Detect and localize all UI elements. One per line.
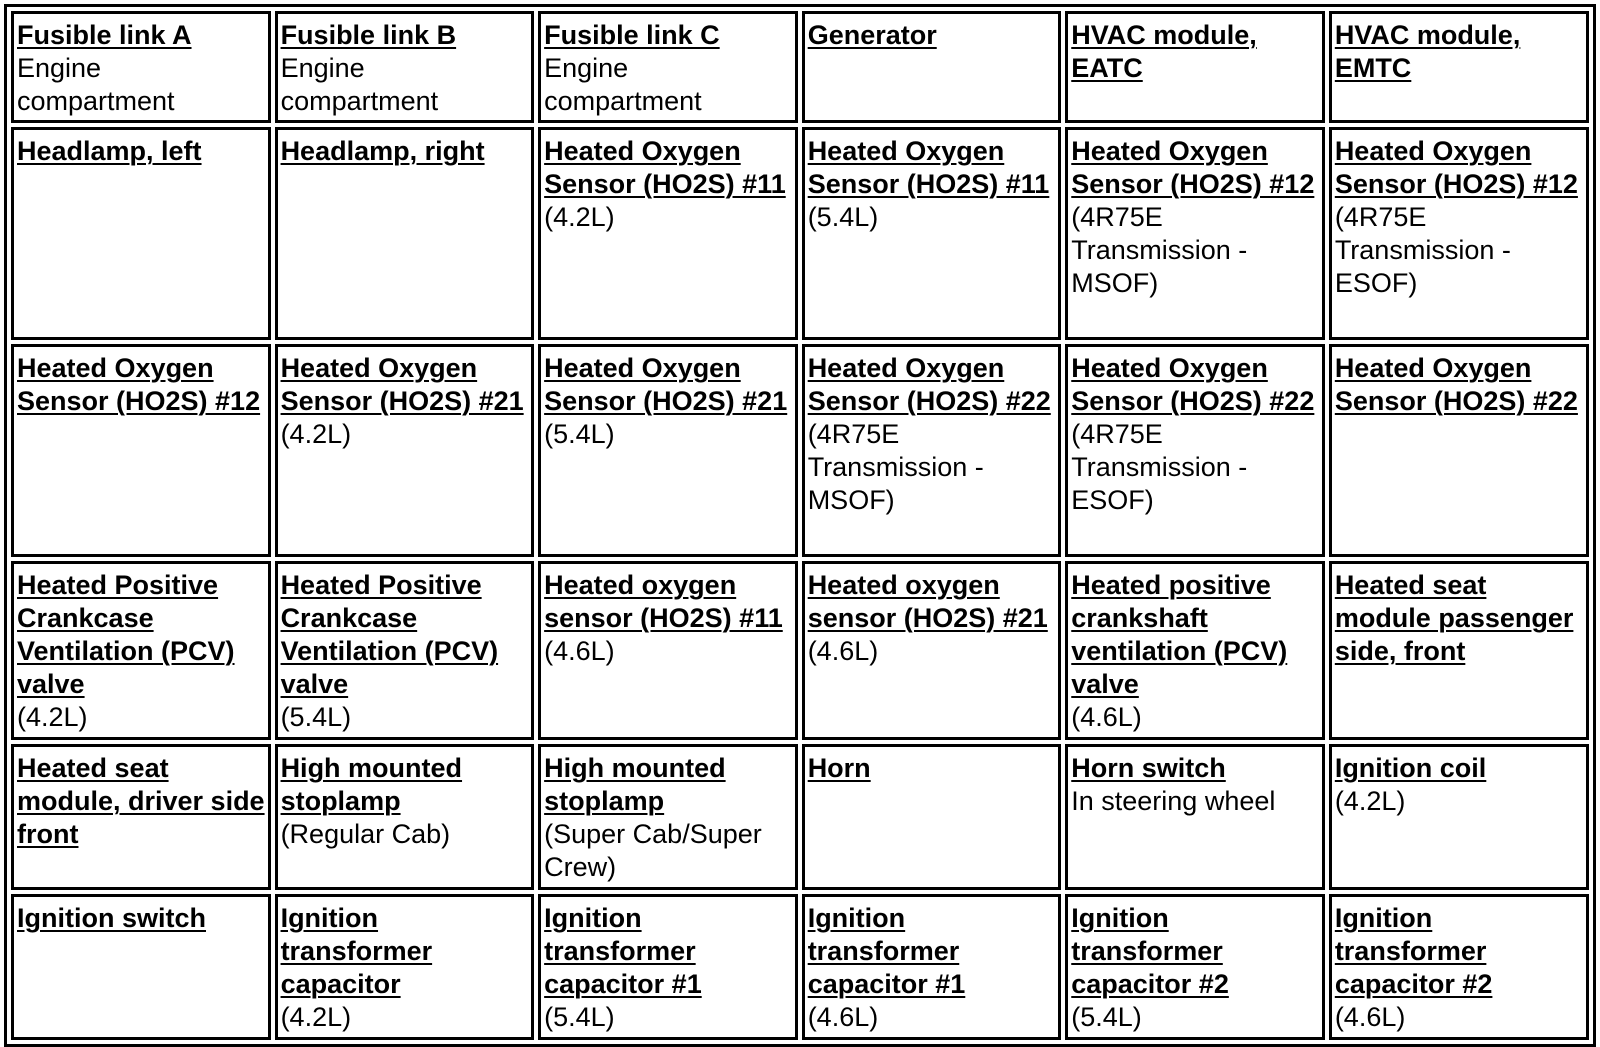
- location-note: (4.6L): [807, 1002, 879, 1032]
- location-note: (4.6L): [1071, 702, 1142, 732]
- location-note: (4.6L): [1334, 1002, 1406, 1032]
- table-cell: [1065, 561, 1325, 740]
- component-link[interactable]: HVAC module, EMTC: [1334, 20, 1521, 83]
- component-link[interactable]: Generator: [807, 20, 937, 50]
- component-link[interactable]: Headlamp, right: [280, 136, 485, 166]
- table-cell: [802, 894, 1062, 1040]
- location-note: (4.6L): [544, 636, 615, 666]
- component-link[interactable]: Horn switch: [1071, 753, 1226, 783]
- component-link[interactable]: Heated Positive Crankcase Ventilation (PCV) valve: [280, 570, 499, 699]
- table-cell: [802, 127, 1062, 340]
- location-note: (4.2L): [17, 702, 88, 732]
- table-cell: [802, 344, 1062, 557]
- table-cell: [11, 744, 271, 890]
- component-link[interactable]: Heated Positive Crankcase Ventilation (PCV) valve: [17, 570, 235, 699]
- location-note: (5.4L): [280, 702, 352, 732]
- component-link[interactable]: Heated Oxygen Sensor (HO2S) #11: [807, 136, 1050, 199]
- component-link[interactable]: Heated seat module, driver side front: [17, 753, 265, 849]
- component-link[interactable]: Heated Oxygen Sensor (HO2S) #12: [17, 353, 261, 416]
- table-cell: [1065, 11, 1325, 123]
- table-cell: [538, 894, 798, 1040]
- component-link[interactable]: Headlamp, left: [17, 136, 202, 166]
- location-note: (4R75E Transmission - MSOF): [1071, 202, 1248, 298]
- component-link[interactable]: Fusible link B: [280, 20, 457, 50]
- component-link[interactable]: Horn: [807, 753, 871, 783]
- component-link[interactable]: High mounted stoplamp: [544, 753, 726, 816]
- table-row: [11, 344, 1589, 557]
- table-cell: [275, 11, 535, 123]
- component-link[interactable]: Heated seat module passenger side, front: [1334, 570, 1574, 666]
- table-cell: [1329, 894, 1589, 1040]
- location-note: (4.2L): [544, 202, 615, 232]
- component-index-table: [4, 4, 1596, 1047]
- component-link[interactable]: Fusible link A: [17, 20, 192, 50]
- table-cell: [1329, 744, 1589, 890]
- location-note: (5.4L): [544, 1002, 615, 1032]
- table-cell: [1065, 894, 1325, 1040]
- table-row: [11, 744, 1589, 890]
- component-link[interactable]: Ignition transformer capacitor #2: [1334, 903, 1493, 999]
- table-cell: [1329, 127, 1589, 340]
- component-link[interactable]: Heated Oxygen Sensor (HO2S) #22: [807, 353, 1051, 416]
- location-note: (5.4L): [807, 202, 879, 232]
- table-cell: [1065, 744, 1325, 890]
- component-link[interactable]: Ignition transformer capacitor #1: [544, 903, 702, 999]
- table-cell: [802, 561, 1062, 740]
- component-link[interactable]: Ignition switch: [17, 903, 206, 933]
- component-link[interactable]: Heated oxygen sensor (HO2S) #11: [544, 570, 783, 633]
- location-note: (4.2L): [280, 419, 352, 449]
- component-link[interactable]: High mounted stoplamp: [280, 753, 463, 816]
- table-cell: [11, 344, 271, 557]
- table-cell: [11, 11, 271, 123]
- table-cell: [275, 744, 535, 890]
- location-note: Engine compartment: [280, 53, 439, 116]
- table-cell: [802, 744, 1062, 890]
- component-link[interactable]: Heated Oxygen Sensor (HO2S) #21: [544, 353, 788, 416]
- table-cell: [1065, 344, 1325, 557]
- location-note: (Super Cab/Super Crew): [544, 819, 762, 882]
- table-row: [11, 894, 1589, 1040]
- component-link[interactable]: Heated Oxygen Sensor (HO2S) #12: [1071, 136, 1315, 199]
- location-note: Engine compartment: [17, 53, 175, 116]
- location-note: (Regular Cab): [280, 819, 451, 849]
- table-cell: [1329, 561, 1589, 740]
- location-note: (5.4L): [544, 419, 615, 449]
- table-cell: [275, 561, 535, 740]
- location-note: (4R75E Transmission - MSOF): [807, 419, 984, 515]
- table-row: [11, 561, 1589, 740]
- table-cell: [275, 127, 535, 340]
- table-cell: [11, 894, 271, 1040]
- table-cell: [538, 11, 798, 123]
- table-cell: [11, 561, 271, 740]
- component-link[interactable]: Ignition transformer capacitor #1: [807, 903, 966, 999]
- location-note: Engine compartment: [544, 53, 702, 116]
- location-note: In steering wheel: [1071, 786, 1276, 816]
- table-cell: [1329, 11, 1589, 123]
- location-note: (5.4L): [1071, 1002, 1142, 1032]
- table-cell: [538, 744, 798, 890]
- location-note: (4.2L): [280, 1002, 352, 1032]
- table-cell: [275, 344, 535, 557]
- component-link[interactable]: Ignition transformer capacitor: [280, 903, 433, 999]
- component-link[interactable]: Fusible link C: [544, 20, 720, 50]
- component-link[interactable]: Heated Oxygen Sensor (HO2S) #22: [1334, 353, 1578, 416]
- table-row: [11, 11, 1589, 123]
- table-cell: [11, 127, 271, 340]
- location-note: (4.2L): [1334, 786, 1406, 816]
- table-cell: [1329, 344, 1589, 557]
- component-link[interactable]: Ignition transformer capacitor #2: [1071, 903, 1229, 999]
- component-link[interactable]: Heated Oxygen Sensor (HO2S) #22: [1071, 353, 1315, 416]
- component-link[interactable]: Heated positive crankshaft ventilation (PCV) valve: [1071, 570, 1288, 699]
- component-link[interactable]: Ignition coil: [1334, 753, 1487, 783]
- component-link[interactable]: Heated oxygen sensor (HO2S) #21: [807, 570, 1048, 633]
- component-link[interactable]: Heated Oxygen Sensor (HO2S) #12: [1334, 136, 1578, 199]
- table-cell: [802, 11, 1062, 123]
- table-cell: [538, 344, 798, 557]
- location-note: (4.6L): [807, 636, 879, 666]
- table-row: [11, 127, 1589, 340]
- table-cell: [538, 127, 798, 340]
- table-cell: [1065, 127, 1325, 340]
- location-note: (4R75E Transmission - ESOF): [1071, 419, 1248, 515]
- component-link[interactable]: Heated Oxygen Sensor (HO2S) #21: [280, 353, 524, 416]
- component-link[interactable]: Heated Oxygen Sensor (HO2S) #11: [544, 136, 786, 199]
- table-cell: [538, 561, 798, 740]
- location-note: (4R75E Transmission - ESOF): [1334, 202, 1511, 298]
- table-cell: [275, 894, 535, 1040]
- component-link[interactable]: HVAC module, EATC: [1071, 20, 1257, 83]
